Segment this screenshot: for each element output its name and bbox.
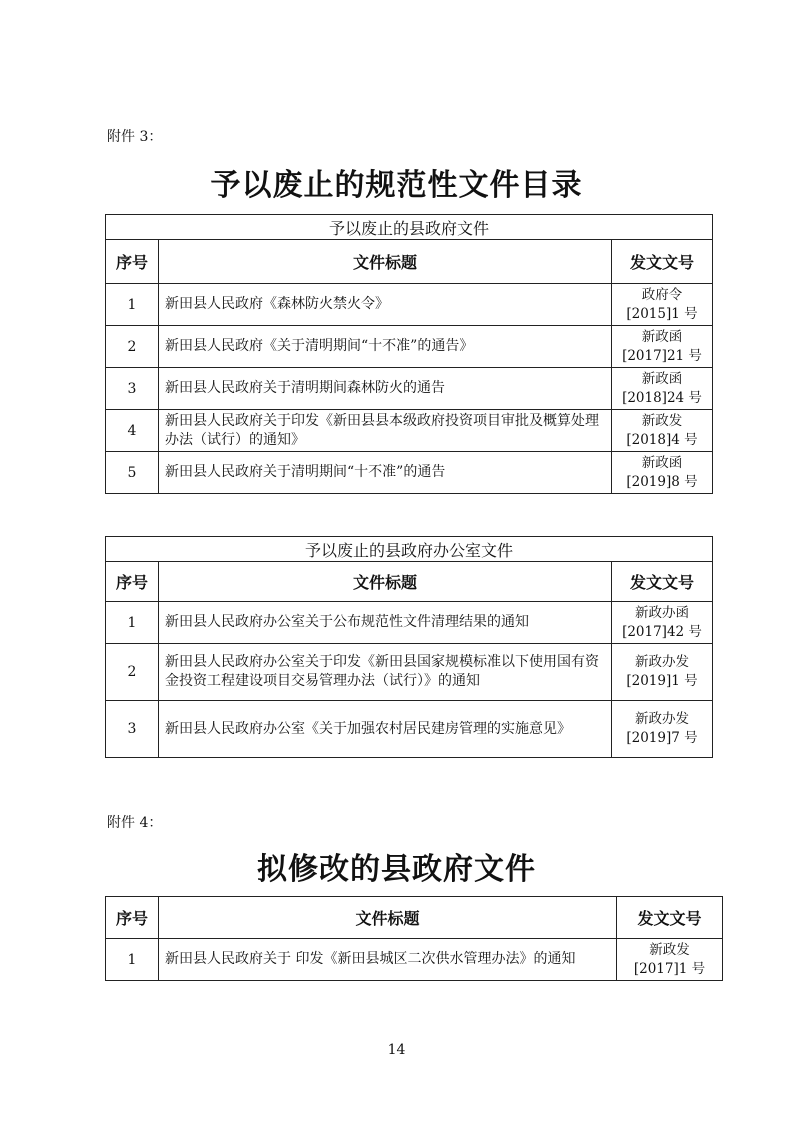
table-row bbox=[106, 644, 713, 701]
row-title: 新田县人民政府关于清明期间森林防火的通告 bbox=[159, 368, 612, 410]
header-no: 序号 bbox=[106, 562, 159, 602]
table-caption: 予以废止的县政府文件 bbox=[106, 215, 713, 240]
row-title: 新田县人民政府关于印发《新田县县本级政府投资项目审批及概算处理办法（试行）的通知》 bbox=[159, 410, 612, 452]
row-no: 1 bbox=[106, 602, 159, 644]
header-ref: 发文文号 bbox=[612, 562, 713, 602]
table-row bbox=[106, 410, 713, 452]
row-title: 新田县人民政府《关于清明期间“十不准”的通告》 bbox=[159, 326, 612, 368]
to-amend-table bbox=[105, 896, 723, 981]
row-ref bbox=[612, 452, 713, 494]
row-ref bbox=[612, 284, 713, 326]
appendix-4-label: 附件 4： bbox=[107, 815, 163, 831]
row-no: 1 bbox=[106, 939, 159, 981]
row-title: 新田县人民政府办公室关于公布规范性文件清理结果的通知 bbox=[159, 602, 612, 644]
table-row bbox=[106, 452, 713, 494]
table-caption: 予以废止的县政府办公室文件 bbox=[106, 537, 713, 562]
table-row bbox=[106, 284, 713, 326]
appendix-4-title: 拟修改的县政府文件 bbox=[257, 852, 536, 887]
ref-number: [2018]24 号 bbox=[622, 389, 702, 406]
header-no: 序号 bbox=[106, 240, 159, 284]
row-no: 2 bbox=[106, 326, 159, 368]
ref-type: 新政办发 bbox=[635, 654, 689, 670]
row-title: 新田县人民政府关于 印发《新田县城区二次供水管理办法》的通知 bbox=[159, 939, 617, 981]
ref-number: [2017]21 号 bbox=[622, 347, 702, 364]
header-ref: 发文文号 bbox=[617, 897, 723, 939]
row-title: 新田县人民政府《森林防火禁火令》 bbox=[159, 284, 612, 326]
ref-type: 新政办发 bbox=[635, 711, 689, 727]
row-ref bbox=[612, 368, 713, 410]
table-row bbox=[106, 701, 713, 758]
table-row bbox=[106, 602, 713, 644]
ref-type: 新政发 bbox=[649, 941, 690, 958]
page-number: 14 bbox=[387, 1042, 406, 1058]
row-no: 2 bbox=[106, 644, 159, 701]
row-ref bbox=[612, 602, 713, 644]
table-row bbox=[106, 939, 723, 981]
row-ref bbox=[612, 701, 713, 758]
row-ref bbox=[612, 326, 713, 368]
row-title: 新田县人民政府办公室关于印发《新田县国家规模标准以下使用国有资金投资工程建设项目交易管理办法（试行）》的通知 bbox=[159, 644, 612, 701]
header-no: 序号 bbox=[106, 897, 159, 939]
ref-number: [2018]4 号 bbox=[626, 431, 698, 448]
ref-number: [2019]1 号 bbox=[626, 673, 698, 689]
ref-number: [2015]1 号 bbox=[626, 305, 698, 322]
row-no: 3 bbox=[106, 368, 159, 410]
ref-number: [2017]1 号 bbox=[633, 960, 706, 977]
row-title: 新田县人民政府办公室《关于加强农村居民建房管理的实施意见》 bbox=[159, 701, 612, 758]
ref-type: 政府令 bbox=[641, 286, 683, 303]
ref-number: [2017]42 号 bbox=[622, 623, 702, 640]
ref-type: 新政发 bbox=[641, 412, 683, 429]
row-no: 3 bbox=[106, 701, 159, 758]
ref-type: 新政办函 bbox=[635, 604, 689, 621]
table-row bbox=[106, 326, 713, 368]
appendix-3-title: 予以废止的规范性文件目录 bbox=[210, 168, 583, 203]
ref-type: 新政函 bbox=[641, 328, 683, 345]
row-ref bbox=[617, 939, 723, 981]
abolished-county-gov-table bbox=[105, 214, 713, 494]
table-row bbox=[106, 368, 713, 410]
row-ref bbox=[612, 410, 713, 452]
row-ref bbox=[612, 644, 713, 701]
abolished-county-office-table bbox=[105, 536, 713, 758]
header-ref: 发文文号 bbox=[612, 240, 713, 284]
row-no: 4 bbox=[106, 410, 159, 452]
ref-type: 新政函 bbox=[641, 454, 683, 471]
ref-type: 新政函 bbox=[641, 370, 683, 387]
header-title: 文件标题 bbox=[159, 897, 617, 939]
appendix-3-label: 附件 3： bbox=[107, 129, 163, 145]
row-no: 1 bbox=[106, 284, 159, 326]
row-no: 5 bbox=[106, 452, 159, 494]
header-title: 文件标题 bbox=[159, 240, 612, 284]
ref-number: [2019]7 号 bbox=[626, 730, 698, 746]
ref-number: [2019]8 号 bbox=[626, 473, 698, 490]
header-title: 文件标题 bbox=[159, 562, 612, 602]
row-title: 新田县人民政府关于清明期间“十不准”的通告 bbox=[159, 452, 612, 494]
